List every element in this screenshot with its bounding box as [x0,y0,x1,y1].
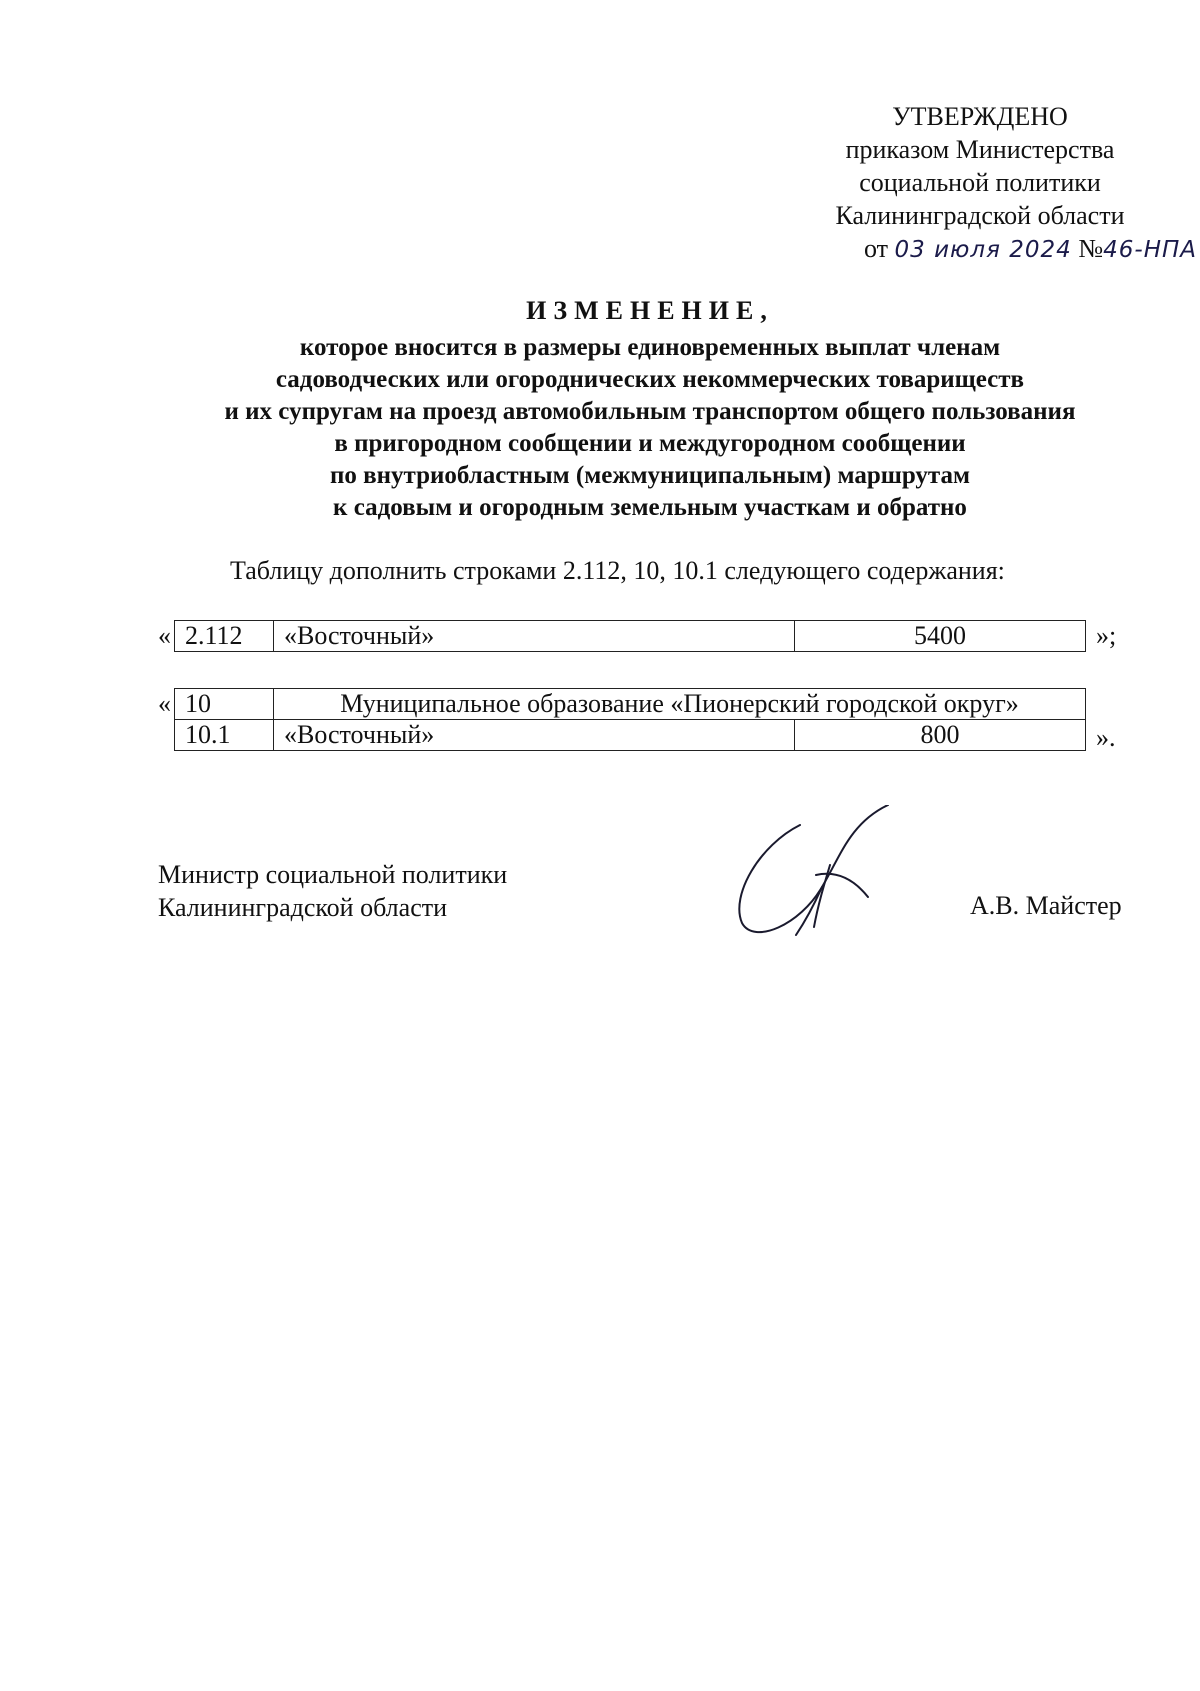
approval-date-line [780,232,1198,267]
row-code: 10.1 [175,720,274,751]
subtitle-line: по внутриобластным (межмуниципальным) маршрутам [329,462,971,489]
date-prefix: от [864,234,889,263]
approval-line-region: Калининградской области [835,201,1125,230]
subtitle-line: к садовым и огородным земельным участкам и обратно [333,494,967,521]
signee-name: А.В. Майстер [970,891,1122,920]
table-row [175,689,1086,720]
subtitle-line: которое вносится в размеры единовременных выплат членам [299,334,1001,361]
approval-line-order: приказом Министерства [845,135,1115,164]
subtitle-line: садоводческих или огороднических некоммерческих товариществ [275,366,1025,393]
row-name: «Восточный» [274,621,795,652]
table2-open-quote: « [158,689,171,718]
row-value: 5400 [795,621,1086,652]
document-subtitle [120,332,1180,524]
subtitle-line: и их супругам на проезд автомобильным транспортом общего пользования [224,398,1076,425]
row-value: 800 [795,720,1086,751]
row-code: 10 [175,689,274,720]
document-title: ИЗМЕНЕНИЕ, [526,296,774,325]
table-row [175,720,1086,751]
handwritten-date: 03 июля 2024 [894,237,1072,263]
intro-paragraph: Таблицу дополнить строками 2.112, 10, 10.1 следующего содержания: [230,556,1005,585]
handwritten-signature [730,805,910,945]
table1-open-quote: « [158,621,171,650]
table-row [175,621,1086,652]
approval-stamp [780,100,1198,267]
signer-position [158,858,507,924]
table2-close-quote: ». [1096,723,1116,752]
row-name: «Восточный» [274,720,795,751]
row-code: 2.112 [175,621,274,652]
row-municipality-name: Муниципальное образование «Пионерский городской округ» [274,689,1086,720]
amendment-table-1 [174,620,1086,652]
number-sign: № [1078,234,1104,263]
signer-position-line: Министр социальной политики [158,860,508,889]
approval-heading: УТВЕРЖДЕНО [892,102,1068,131]
table1-close-quote: »; [1096,621,1117,650]
amendment-table-2 [174,688,1086,751]
signer-position-line: Калининградской области [158,893,448,922]
subtitle-line: в пригородном сообщении и междугородном сообщении [334,430,966,457]
handwritten-order-number: 46-НПА [1103,237,1198,263]
approval-line-ministry: социальной политики [859,168,1101,197]
